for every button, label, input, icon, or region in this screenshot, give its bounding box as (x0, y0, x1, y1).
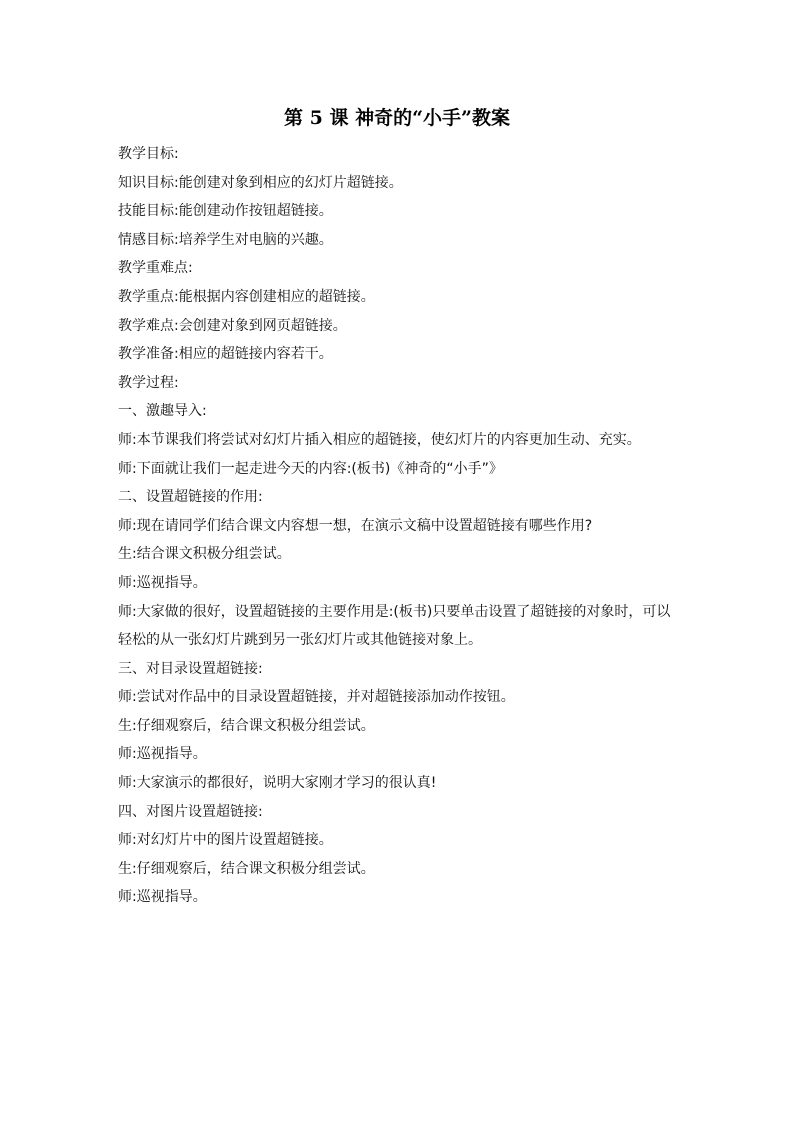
paragraph: 一、激趣导入: (118, 403, 207, 420)
document-title: 第 5 课 神奇的“小手”教案 (284, 107, 510, 129)
paragraph: 师:巡视指导。 (118, 746, 207, 763)
paragraph: 生:仔细观察后，结合课文积极分组尝试。 (118, 717, 375, 734)
paragraph: 技能目标:能创建动作按钮超链接。 (118, 203, 333, 220)
paragraph: 师:现在请同学们结合课文内容想一想，在演示文稿中设置超链接有哪些作用? (118, 517, 593, 534)
paragraph: 教学过程: (118, 374, 179, 391)
paragraph: 师:本节课我们将尝试对幻灯片插入相应的超链接，使幻灯片的内容更加生动、充实。 (118, 431, 641, 448)
paragraph: 四、对图片设置超链接: (118, 803, 263, 820)
paragraph: 师:下面就让我们一起走进今天的内容:(板书)《神奇的“小手”》 (118, 460, 503, 477)
paragraph: 教学重难点: (118, 260, 193, 277)
paragraph: 知识目标:能创建对象到相应的幻灯片超链接。 (118, 174, 403, 191)
paragraph: 师:巡视指导。 (118, 889, 207, 906)
document-body (118, 140, 678, 912)
paragraph: 二、设置超链接的作用: (118, 489, 263, 506)
paragraph: 教学难点:会创建对象到网页超链接。 (118, 317, 347, 334)
paragraph: 生:结合课文积极分组尝试。 (118, 546, 291, 563)
paragraph: 师:巡视指导。 (118, 574, 207, 591)
paragraph: 师:尝试对作品中的目录设置超链接，并对超链接添加动作按钮。 (118, 689, 515, 706)
paragraph: 教学重点:能根据内容创建相应的超链接。 (118, 288, 375, 305)
paragraph: 教学目标: (118, 146, 179, 162)
paragraph: 教学准备:相应的超链接内容若干。 (118, 346, 333, 363)
paragraph: 生:仔细观察后，结合课文积极分组尝试。 (118, 860, 375, 877)
paragraph: 情感目标:培养学生对电脑的兴趣。 (118, 231, 333, 248)
paragraph: 师:大家做的很好，设置超链接的主要作用是:(板书)只要单击设置了超链接的对象时，可以轻松的从一张幻灯片跳到另一张幻灯片或其他链接对象上。 (118, 603, 671, 649)
paragraph: 三、对目录设置超链接: (118, 660, 263, 677)
paragraph: 师:大家演示的都很好，说明大家刚才学习的很认真! (118, 775, 437, 792)
paragraph: 师:对幻灯片中的图片设置超链接。 (118, 832, 333, 849)
